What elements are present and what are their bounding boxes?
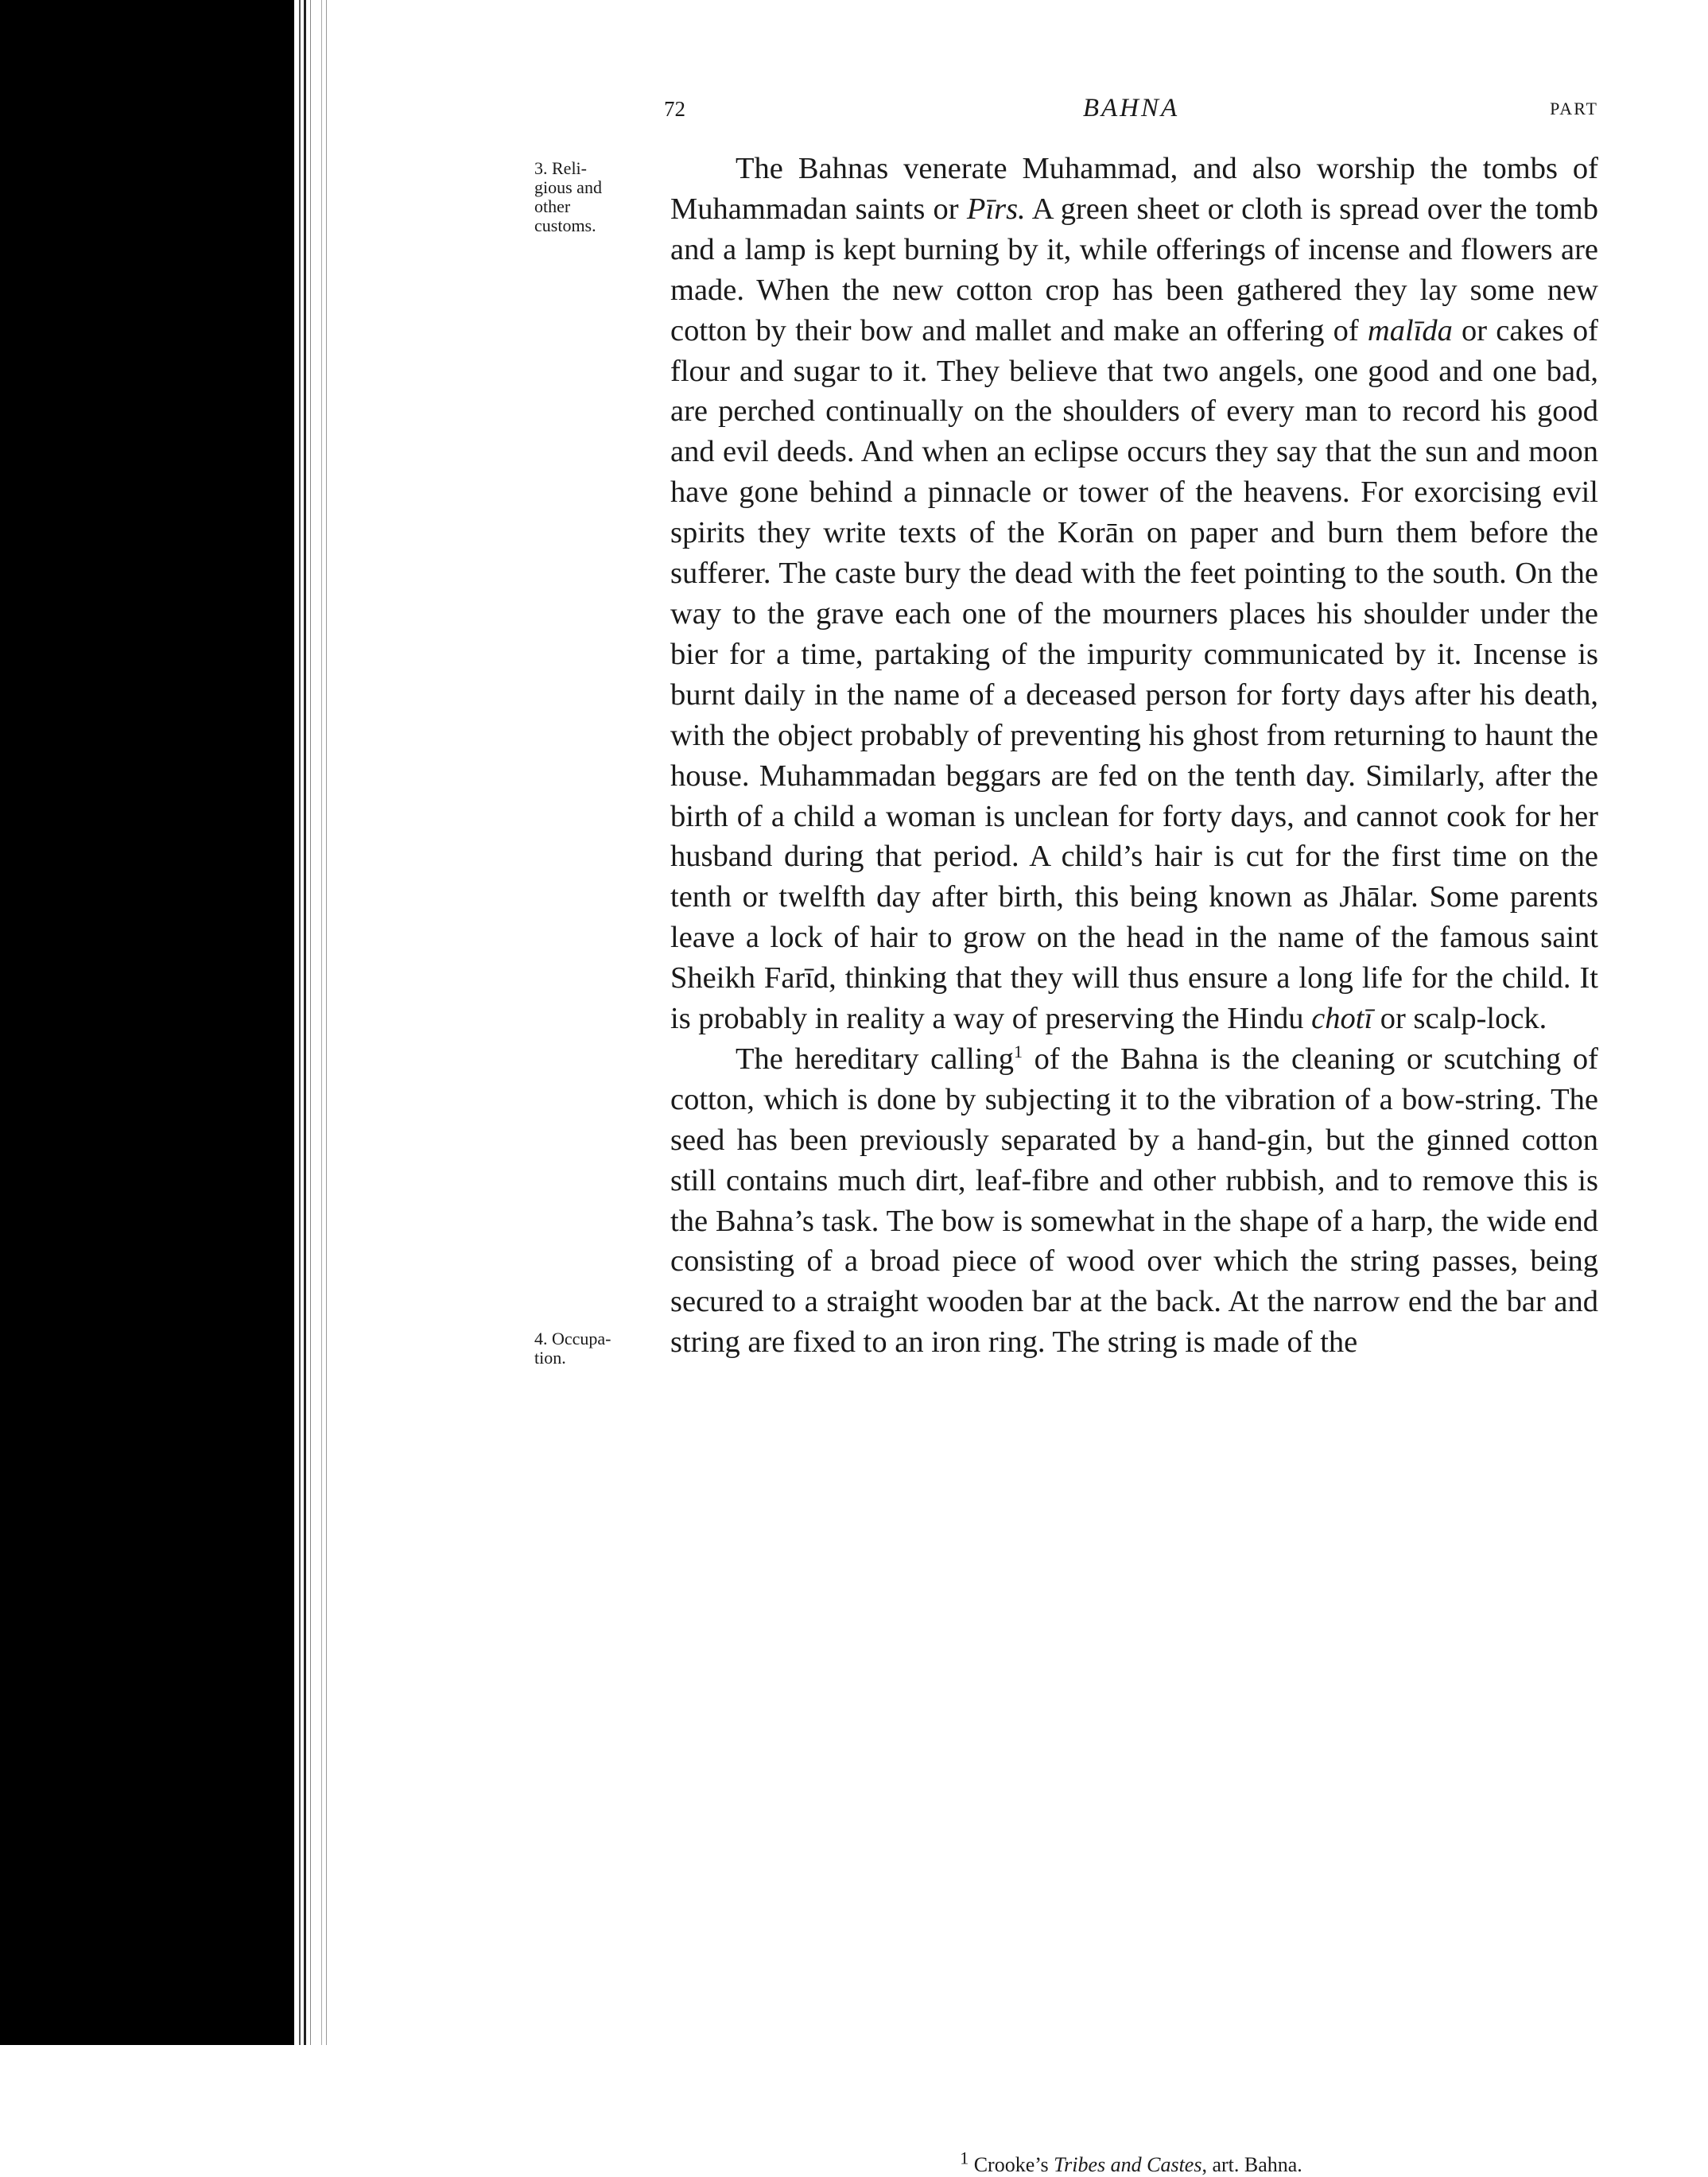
margin-note-religious-customs <box>534 159 646 235</box>
scan-dark-edge <box>0 0 294 2045</box>
text-run: Crooke’s <box>969 2153 1054 2176</box>
part-label: PART <box>1550 99 1598 118</box>
page-header <box>664 94 1598 126</box>
margin-note-line: gious and <box>534 177 602 197</box>
margin-note-number: 3. <box>534 158 548 178</box>
footnote-reference: 1 <box>1013 1042 1023 1062</box>
footnote <box>664 2148 1598 2177</box>
margin-note-text: Reli- <box>552 158 587 178</box>
paragraph-occupation <box>670 1039 1598 1363</box>
italic-term: Tribes and Castes <box>1054 2153 1202 2176</box>
footnote-marker: 1 <box>960 2148 969 2168</box>
text-run: The Bahnas venerate Muhammad, and also worship the tombs of Muhammadan saints or <box>670 152 1598 226</box>
margin-note-occupation <box>534 1329 646 1368</box>
page-number: 72 <box>664 97 685 121</box>
footnote-text <box>969 2153 1302 2176</box>
running-title: BAHNA <box>1082 94 1180 122</box>
book-gutter <box>294 0 334 2045</box>
italic-term: Pīrs. <box>966 192 1026 226</box>
body-text <box>670 149 1598 1363</box>
margin-note-number: 4. <box>534 1329 548 1348</box>
margin-note-text: Occupa- <box>552 1329 611 1348</box>
paragraph-religious-customs <box>670 149 1598 1039</box>
margin-note-line: tion. <box>534 1348 566 1368</box>
text-run: of the Bahna is the cleaning or scutching of cotton, which is done by subjecting it to the vibration of a bow-string. The seed has been previously separated by a hand-gin, but the ginned cotton still contains much dirt, leaf-fibre and other rubbish, and to remove this is the Bahna’s task. The bow is somewhat in the shape of a harp, the wide end consisting of a broad piece of wood over which the string passes, being secured to a straight wooden bar at the back. At the narrow end the bar and string are fixed to an iron ring. The string is made of the <box>670 1042 1598 1360</box>
margin-note-line <box>534 159 646 178</box>
text-run: A green sheet or cloth is spread over the tomb and a lamp is kept burning by it, while offerings of incense and flowers are made. When the new cotton crop has been gathered they lay some new cotton by their bow and mallet and make an offering of <box>670 192 1598 347</box>
text-run: or scalp-lock. <box>1372 1002 1547 1036</box>
text-run: , art. Bahna. <box>1201 2153 1302 2176</box>
margin-note-line: customs. <box>534 215 596 235</box>
text-run: or cakes of flour and sugar to it. They believe that two angels, one good and one bad, are perched continually on the shoulders of every man to record his good and evil deeds. And when an eclipse occurs they say that the sun and moon have gone behind a pinnacle or tower of the heavens. For exorcising evil spirits they write texts of the Korān on paper and burn them before the sufferer. The caste bury the dead with the feet pointing to the south. On the way to the grave each one of the mourners places his shoulder under the bier for a time, partaking of the impurity communicated by it. Incense is burnt daily in the name of a deceased person for forty days after his death, with the object probably of preventing his ghost from returning to haunt the house. Muhammadan beggars are fed on the tenth day. Similarly, after the birth of a child a woman is unclean for forty days, and cannot cook for her husband during that period. A child’s hair is cut for the first time on the tenth or twelfth day after birth, this being known as Jhālar. Some parents leave a lock of hair to grow on the head in the name of the famous saint Sheikh Farīd, thinking that they will thus ensure a long life for the child. It is probably in reality a way of preserving the Hindu <box>670 313 1599 1036</box>
margin-note-line <box>534 1329 646 1348</box>
margin-note-line: other <box>534 196 571 216</box>
italic-term: malīda <box>1367 313 1453 347</box>
italic-term: chotī <box>1311 1002 1373 1036</box>
text-run: The hereditary calling <box>736 1042 1014 1076</box>
